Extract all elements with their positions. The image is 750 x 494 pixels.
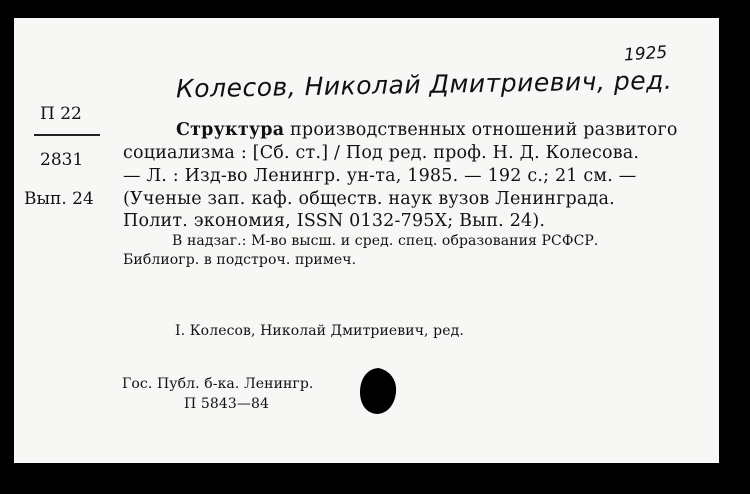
call-number-shelf: П 22	[40, 104, 82, 124]
entry-title-rest: производственных отношений развитого	[290, 120, 678, 140]
added-entry: I. Колесов, Николай Дмитриевич, ред.	[175, 323, 464, 339]
note-line-1: В надзаг.: М-во высш. и сред. спец. образования РСФСР.	[172, 233, 599, 249]
punch-hole	[358, 366, 398, 416]
call-number-issue: Вып. 24	[24, 189, 94, 209]
handwritten-year: 1925	[623, 42, 668, 66]
entry-line-2: социализма : [Сб. ст.] / Под ред. проф. Н. Д. Колесова.	[123, 143, 640, 163]
entry-title: Структура	[176, 120, 285, 140]
entry-line-4: (Ученые зап. каф. обществ. наук вузов Ленинграда.	[123, 189, 615, 209]
call-number-number: 2831	[40, 150, 84, 170]
note-line-2: Библиогр. в подстроч. примеч.	[123, 252, 357, 268]
call-number-divider	[34, 134, 100, 136]
library-code: П 5843—84	[184, 396, 270, 412]
library-name: Гос. Публ. б-ка. Ленингр.	[122, 376, 314, 392]
entry-line-5: Полит. экономия, ISSN 0132-795X; Вып. 24).	[123, 211, 546, 231]
handwritten-heading: Колесов, Николай Дмитриевич, ред.	[175, 65, 673, 104]
entry-line-3: — Л. : Изд-во Ленингр. ун-та, 1985. — 192 с.; 21 см. —	[123, 166, 637, 186]
entry-line-1	[176, 120, 678, 140]
